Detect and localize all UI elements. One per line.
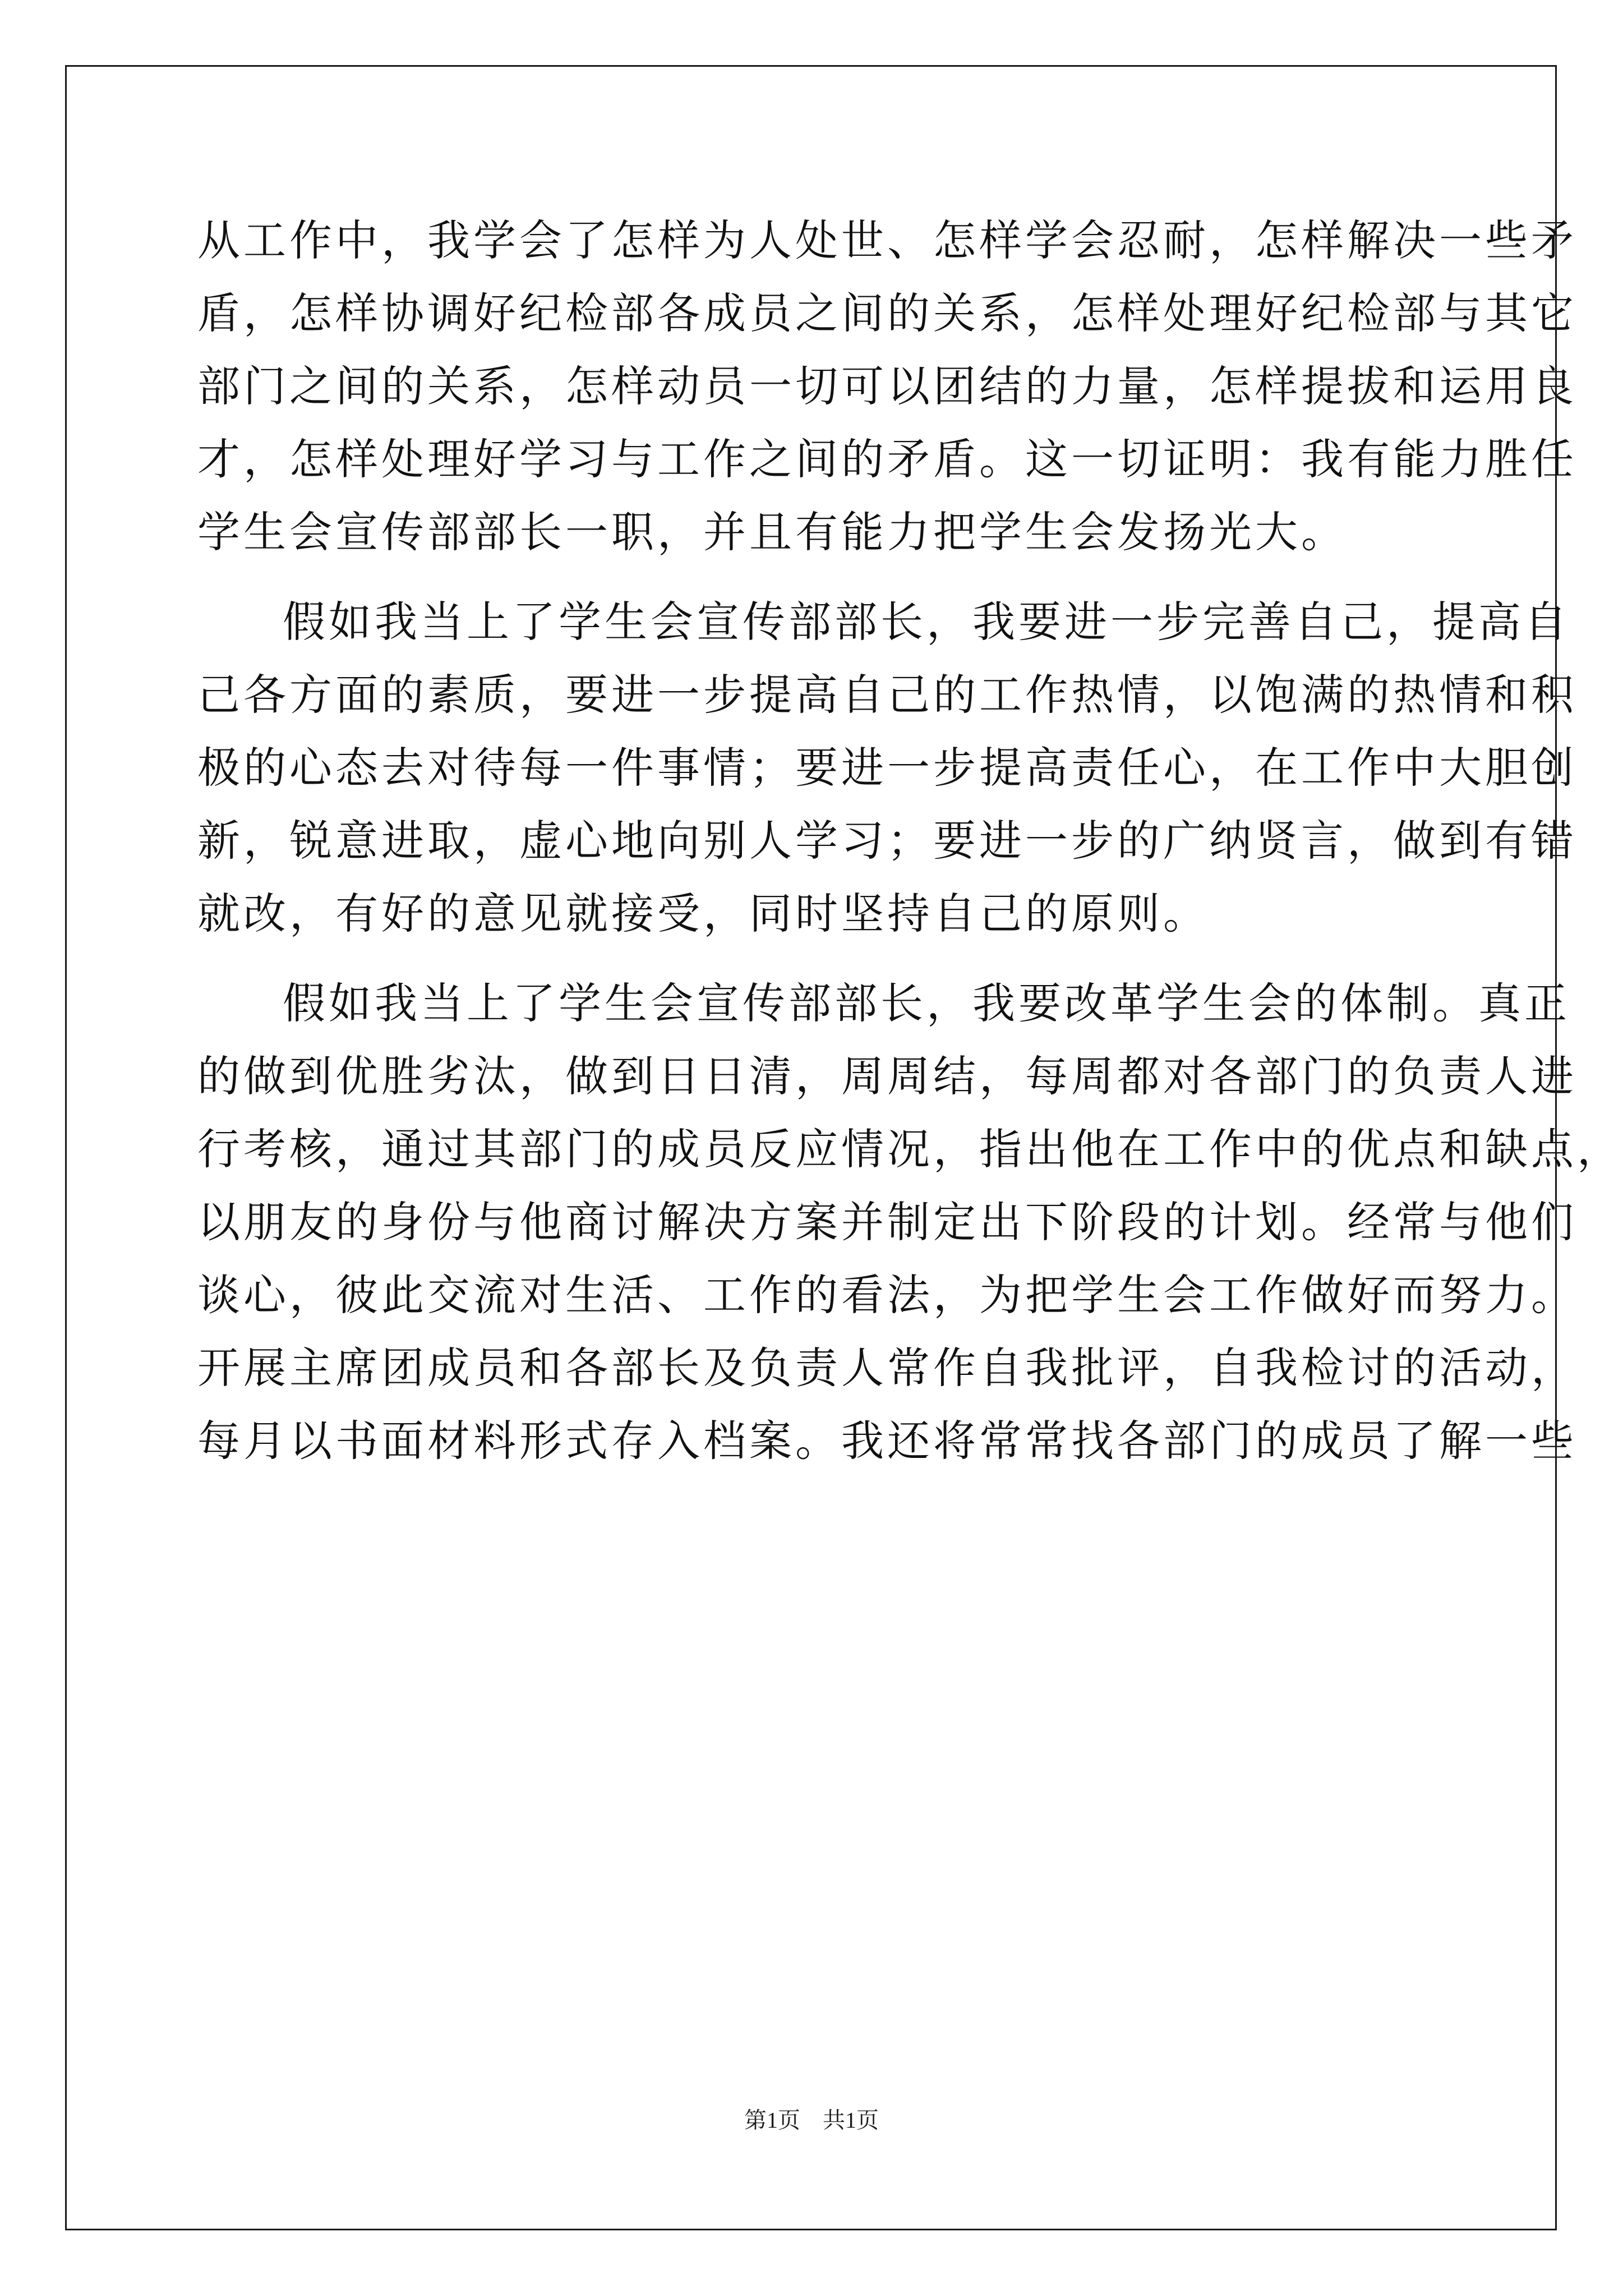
paragraph-first-line: 假如我当上了学生会宣传部部长，我要改革学生会的体制。真正 <box>283 978 1570 1028</box>
text-line: 己各方面的素质，要进一步提高自己的工作热情，以饱满的热情和积 <box>197 670 1577 720</box>
text-line: 盾，怎样协调好纪检部各成员之间的关系，怎样处理好纪检部与其它 <box>197 288 1577 338</box>
page-number: 第1页 <box>744 2108 800 2133</box>
page-total: 共1页 <box>823 2108 879 2133</box>
text-line: 从工作中，我学会了怎样为人处世、怎样学会忍耐，怎样解决一些矛 <box>197 215 1577 265</box>
text-line: 部门之间的关系，怎样动员一切可以团结的力量，怎样提拔和运用良 <box>197 361 1577 411</box>
text-line: 新，锐意进取，虚心地向别人学习；要进一步的广纳贤言，做到有错 <box>197 816 1577 866</box>
text-line: 以朋友的身份与他商讨解决方案并制定出下阶段的计划。经常与他们 <box>197 1197 1577 1247</box>
text-line: 谈心，彼此交流对生活、工作的看法，为把学生会工作做好而努力。 <box>197 1270 1577 1320</box>
page-footer <box>0 2104 1623 2137</box>
text-line: 才，怎样处理好学习与工作之间的矛盾。这一切证明：我有能力胜任 <box>197 434 1577 484</box>
paragraph-first-line: 假如我当上了学生会宣传部部长，我要进一步完善自己，提高自 <box>283 597 1570 647</box>
text-line: 行考核，通过其部门的成员反应情况，指出他在工作中的优点和缺点， <box>197 1124 1623 1174</box>
text-line: 就改，有好的意见就接受，同时坚持自己的原则。 <box>197 889 1209 938</box>
text-line: 开展主席团成员和各部长及负责人常作自我批评，自我检讨的活动， <box>197 1343 1577 1393</box>
text-line: 极的心态去对待每一件事情；要进一步提高责任心，在工作中大胆创 <box>197 743 1577 793</box>
text-line: 学生会宣传部部长一职，并且有能力把学生会发扬光大。 <box>197 507 1347 557</box>
text-line: 每月以书面材料形式存入档案。我还将常常找各部门的成员了解一些 <box>197 1416 1577 1466</box>
text-line: 的做到优胜劣汰，做到日日清，周周结，每周都对各部门的负责人进 <box>197 1051 1577 1101</box>
